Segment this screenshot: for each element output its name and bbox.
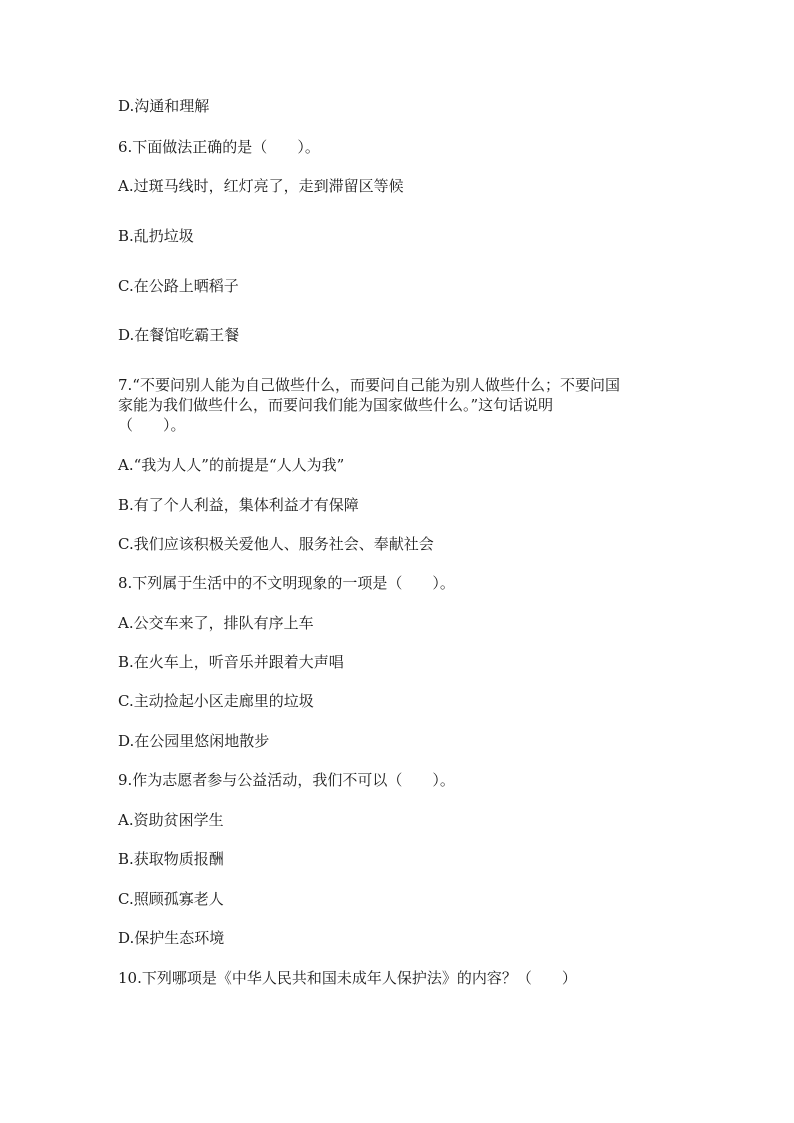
q8-option-b: B.在火车上，听音乐并跟着大声唱 — [118, 653, 344, 671]
q7-question-line-3: （ ）。 — [118, 416, 186, 434]
q6-option-d: D.在餐馆吃霸王餐 — [118, 326, 240, 344]
q7-option-b: B.有了个人利益，集体利益才有保障 — [118, 496, 359, 514]
q7-question-line-2: 家能为我们做些什么，而要问我们能为国家做些什么。”这句话说明 — [118, 396, 554, 414]
q9-option-a: A.资助贫困学生 — [118, 811, 224, 829]
q6-option-b: B.乱扔垃圾 — [118, 227, 194, 245]
q7-question-line-1: 7.“不要问别人能为自己做些什么，而要问自己能为别人做些什么；不要问国 — [118, 376, 620, 394]
q8-option-a: A.公交车来了，排队有序上车 — [118, 614, 314, 632]
q7-option-a: A.“我为人人”的前提是“人人为我” — [118, 456, 345, 474]
q8-question: 8.下列属于生活中的不文明现象的一项是（ ）。 — [118, 574, 455, 592]
q8-option-c: C.主动捡起小区走廊里的垃圾 — [118, 692, 314, 710]
q9-option-b: B.获取物质报酬 — [118, 850, 224, 868]
q6-option-a: A.过斑马线时，红灯亮了，走到滞留区等候 — [118, 177, 404, 195]
q9-option-c: C.照顾孤寡老人 — [118, 890, 224, 908]
q6-question: 6.下面做法正确的是（ ）。 — [118, 138, 320, 156]
q7-option-c: C.我们应该积极关爱他人、服务社会、奉献社会 — [118, 535, 434, 553]
q8-option-d: D.在公园里悠闲地散步 — [118, 732, 270, 750]
q6-option-c: C.在公路上晒稻子 — [118, 277, 239, 295]
q5-option-d: D.沟通和理解 — [118, 97, 210, 115]
q9-option-d: D.保护生态环境 — [118, 929, 225, 947]
q9-question: 9.作为志愿者参与公益活动，我们不可以（ ）。 — [118, 771, 455, 789]
q10-question: 10.下列哪项是《中华人民共和国未成年人保护法》的内容？（ ） — [118, 969, 577, 987]
